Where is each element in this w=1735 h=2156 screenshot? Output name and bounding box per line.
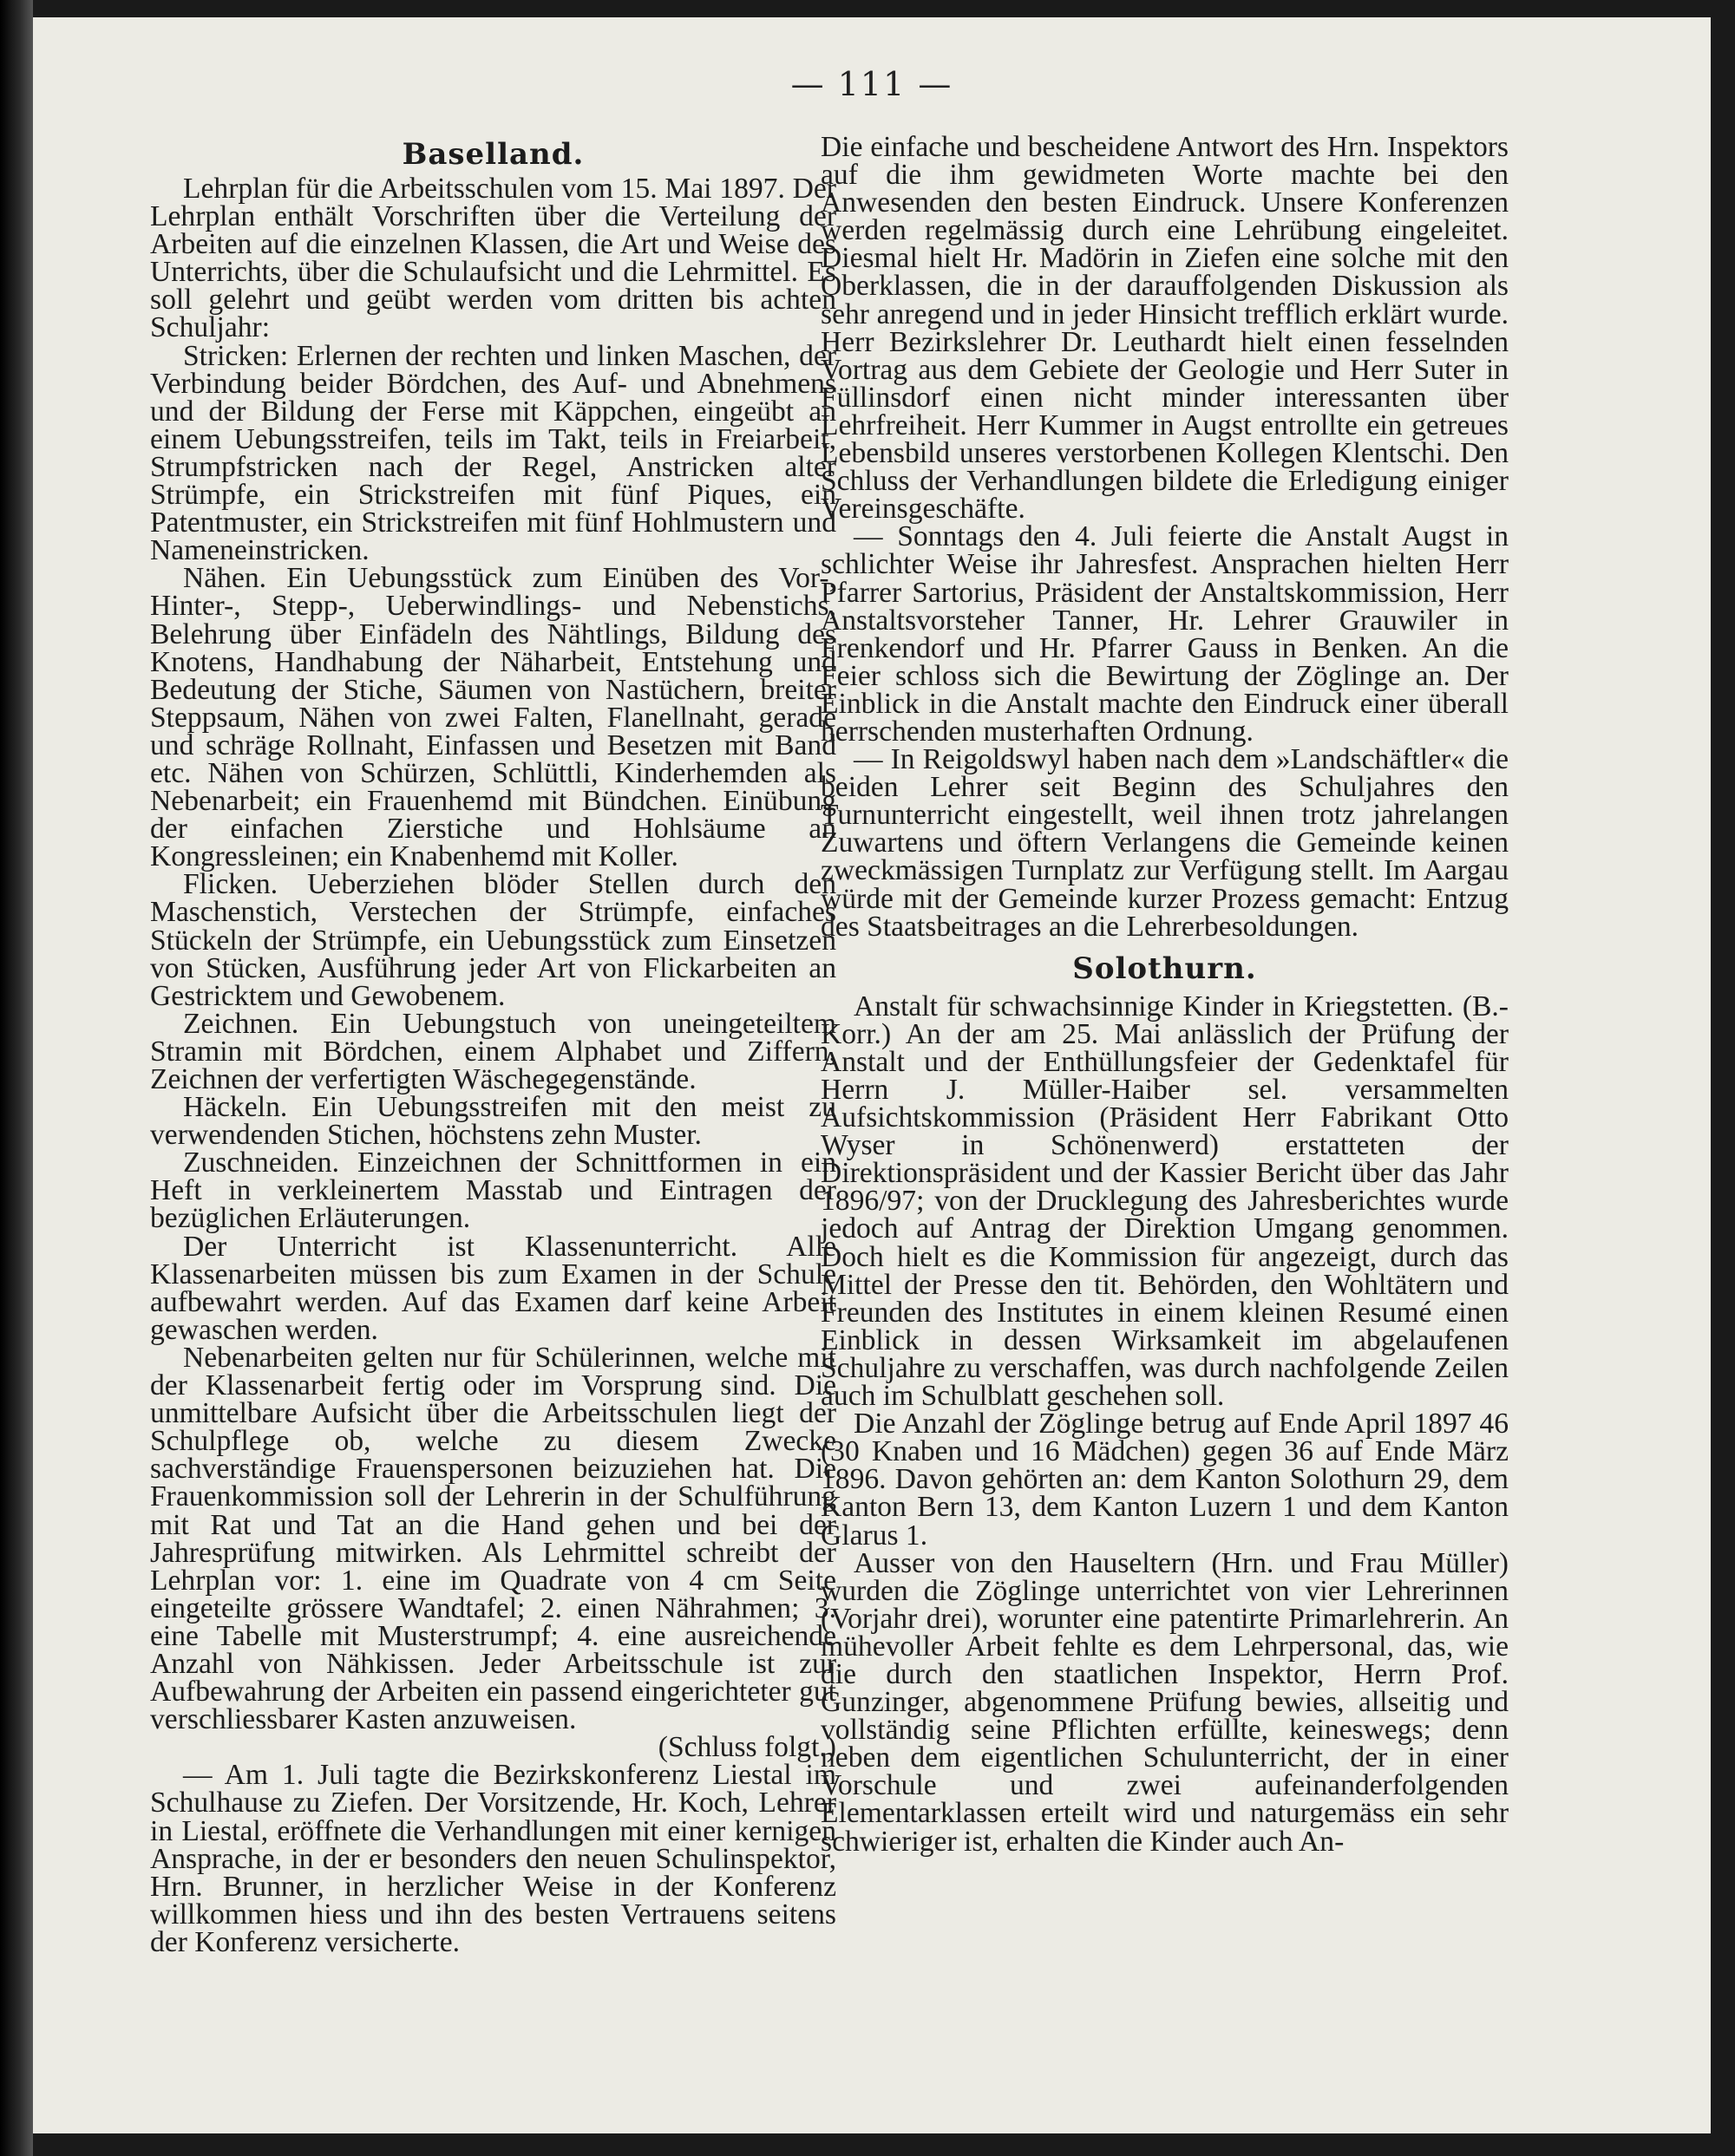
continuation-note: (Schluss folgt.) [658, 1731, 836, 1764]
paragraph: Die einfache und bescheidene Antwort des Hrn. Inspektors auf die ihm gewidmeten Worte machte bei den Anwesenden den besten Eindruck. Unsere Konferenzen werden regelmässig durch eine Lehrübung eingeleitet. Diesmal hielt Hr. Madörin in Ziefen eine solche mit den Oberklassen, die in der darauffolgenden Diskussion als sehr anregend und in jeder Hinsicht trefflich erklärt wurde. Herr Bezirkslehrer Dr. Leuthardt hielt einen fesselnden Vortrag aus dem Gebiete der Geologie und Herr Suter in Füllinsdorf einen nicht minder interessanten über Lehrfreiheit. Herr Kummer in Augst entrollte ein getreues Lebensbild unseres verstorbenen Kollegen Klentschi. Den Schluss der Verhandlungen bildete die Erledigung einiger Vereinsgeschäfte. [821, 134, 1509, 526]
paragraph: Zeichnen. Ein Uebungstuch von uneingeteiltem Stramin mit Bördchen, einem Alphabet und Ziffern, Zeichnen der verfertigten Wäschegegenstände. [150, 1007, 836, 1095]
paragraph: Anstalt für schwachsinnige Kinder in Kriegstetten. (B.-Korr.) An der am 25. Mai anlässlich der Prüfung der Anstalt und der Enthüllungsfeier der Gedenktafel für Herrn J. Müller-Haiber sel. versammelten Aufsichtskommission (Präsident Herr Fabrikant Otto Wyser in Schönenwerd) erstatteten der Direktionspräsident und der Kassier Bericht über das Jahr 1896/97; von der Drucklegung des Jahresberichtes wurde jedoch auf Antrag der Direktion Umgang genommen. Doch hielt es die Kommission für angezeigt, durch das Mittel der Presse den tit. Behörden, den Wohltätern und Freunden des Institutes in einem kleinen Resumé einen Einblick in dessen Wirksamkeit im abgelaufenen Schuljahre zu verschaffen, was durch nachfolgende Zeilen auch im Schulblatt geschehen soll. [821, 990, 1509, 1413]
paragraph: Der Unterricht ist Klassenunterricht. Alle Klassenarbeiten müssen bis zum Examen in der Schule aufbewahrt werden. Auf das Examen darf keine Arbeit gewaschen werden. [150, 1230, 836, 1346]
page [33, 17, 1711, 2133]
left-column [150, 134, 836, 1989]
section-title-baselland: Baselland. [402, 137, 585, 172]
paragraph: Flicken. Ueberziehen blöder Stellen durch den Maschenstich, Verstechen der Strümpfe, einfaches Stückeln der Strümpfe, ein Uebungsstück zum Einsetzen von Stücken, Ausführung jeder Art von Flickarbeiten an Gestricktem und Gewobenem. [150, 868, 836, 1012]
paragraph: Ausser von den Hauseltern (Hrn. und Frau Müller) wurden die Zöglinge unterrichtet von vier Lehrerinnen (Vorjahr drei), worunter eine patentirte Primarlehrerin. An mühevoller Arbeit fehlte es dem Lehrpersonal, das, wie die durch den staatlichen Inspektor, Herrn Prof. Gunzinger, abgenommene Prüfung bewies, allseitig und vollständig seine Pflichten erfüllte, keineswegs; denn neben dem eigentlichen Schulunterricht, der in einer Vorschule und zwei aufeinanderfolgenden Elementarklassen erteilt wird und naturgemäss ein sehr schwieriger ist, erhalten die Kinder auch An- [821, 1546, 1509, 1858]
section-title-solothurn: Solothurn. [1072, 951, 1257, 986]
paragraph: Häckeln. Ein Uebungsstreifen mit den meist zu verwendenden Stichen, höchstens zehn Muster. [150, 1091, 836, 1152]
paragraph: — Sonntags den 4. Juli feierte die Anstalt Augst in schlichter Weise ihr Jahresfest. Ansprachen hielten Herr Pfarrer Sartorius, Präsident der Anstaltskommission, Herr Anstaltsvorsteher Tanner, Hr. Lehrer Grauwiler in Frenkendorf und Hr. Pfarrer Gauss in Benken. An die Feier schloss sich die Bewirtung der Zöglinge an. Der Einblick in die Anstalt machte den Eindruck einer überall herrschenden musterhaften Ordnung. [821, 520, 1509, 748]
book-spine-shadow [0, 0, 33, 2156]
right-column [821, 134, 1509, 1989]
paragraph: Lehrplan für die Arbeitsschulen vom 15. Mai 1897. Der Lehrplan enthält Vorschriften über die Verteilung der Arbeiten auf die einzelnen Klassen, die Art und Weise des Unterrichts, über die Schulaufsicht und die Lehrmittel. Es soll gelehrt und geübt werden vom dritten bis achten Schuljahr: [150, 173, 836, 344]
paragraph: — In Reigoldswyl haben nach dem »Landschäftler« die beiden Lehrer seit Beginn des Schuljahres den Turnunterricht eingestellt, weil ihnen trotz jahrelangen Zuwartens und öftern Verlangens die Gemeinde keinen zweckmässigen Turnplatz zur Verfügung stellt. Im Aargau würde mit der Gemeinde kurzer Prozess gemacht: Entzug des Staatsbeitrages an die Lehrerbesoldungen. [821, 743, 1509, 943]
paragraph: Stricken: Erlernen der rechten und linken Maschen, der Verbindung beider Bördchen, des Auf- und Abnehmens und der Bildung der Ferse mit Käppchen, eingeübt an einem Uebungsstreifen, teils im Takt, teils in Freiarbeit, Strumpfstricken nach der Regel, Anstricken alter Strümpfe, ein Strickstreifen mit fünf Piques, ein Patentmuster, ein Strickstreifen mit fünf Hohlmustern und Nameneinstricken. [150, 339, 836, 567]
paragraph: Nebenarbeiten gelten nur für Schülerinnen, welche mit der Klassenarbeit fertig oder im Vorsprung sind. Die unmittelbare Aufsicht über die Arbeitsschulen liegt der Schulpflege ob, welche zu diesem Zwecke sachverständige Frauenspersonen beizuziehen hat. Die Frauenkommission soll der Lehrerin in der Schulführung mit Rat und Tat an die Hand gehen und bei der Jahresprüfung mitwirken. Als Lehrmittel schreibt der Lehrplan vor: 1. eine im Quadrate von 4 cm Seite eingeteilte grössere Wandtafel; 2. einen Nährahmen; 3. eine Tabelle mit Musterstrumpf; 4. eine ausreichende Anzahl von Nähkissen. Jeder Arbeitsschule ist zur Aufbewahrung der Arbeiten ein passend eingerichteter gut verschliessbarer Kasten anzuweisen. [150, 1341, 836, 1736]
paragraph: Zuschneiden. Einzeichnen der Schnittformen in ein Heft in verkleinertem Masstab und Eintragen der bezüglichen Erläuterungen. [150, 1147, 836, 1235]
paragraph: Nähen. Ein Uebungsstück zum Einüben des Vor-, Hinter-, Stepp-, Ueberwindlings- und Nebenstichs, Belehrung über Einfädeln des Nähtlings, Bildung des Knotens, Handhabung der Näharbeit, Entstehung und Bedeutung der Stiche, Säumen von Nastüchern, breiter Steppsaum, Nähen von zwei Falten, Flanellnaht, gerade und schräge Rollnaht, Einfassen und Besetzen mit Band etc. Nähen von Schürzen, Schlüttli, Kinderhemden als Nebenarbeit; ein Frauenhemd mit Bündchen. Einübung der einfachen Zierstiche und Hohlsäume an Kongressleinen; ein Knabenhemd mit Koller. [150, 562, 836, 873]
paragraph: — Am 1. Juli tagte die Bezirkskonferenz Liestal im Schulhause zu Ziefen. Der Vorsitzende, Hr. Koch, Lehrer in Liestal, eröffnete die Verhandlungen mit einer kernigen Ansprache, in der er besonders den neuen Schulinspektor, Hrn. Brunner, in herzlicher Weise in der Konferenz willkommen hiess und ihn des besten Vertrauens seitens der Konferenz versicherte. [150, 1759, 836, 1958]
paragraph: Die Anzahl der Zöglinge betrug auf Ende April 1897 46 (30 Knaben und 16 Mädchen) gegen 36 auf Ende März 1896. Davon gehörten an: dem Kanton Solothurn 29, dem Kanton Bern 13, dem Kanton Luzern 1 und dem Kanton Glarus 1. [821, 1408, 1509, 1552]
page-number: — 111 — [790, 65, 953, 103]
